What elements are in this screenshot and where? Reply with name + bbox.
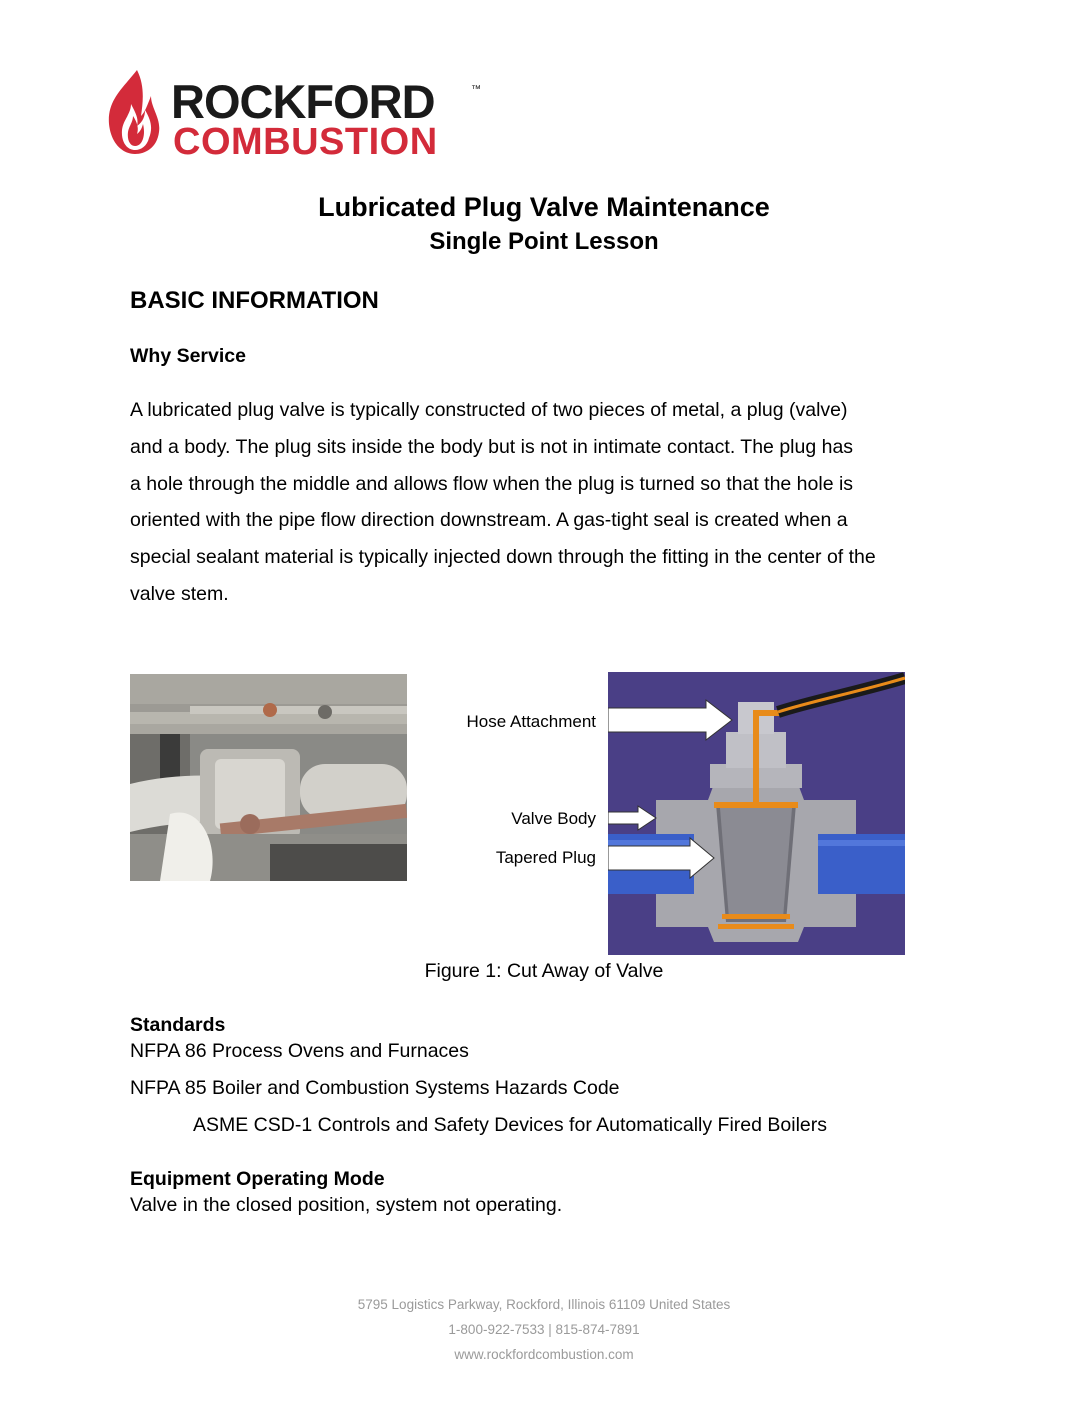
operating-mode-text: Valve in the closed position, system not operating.: [130, 1194, 563, 1216]
paragraph-line: a hole through the middle and allows flow when the plug is turned so that the hole is: [130, 472, 854, 495]
section-heading-basic-info: BASIC INFORMATION: [130, 287, 379, 314]
document-subtitle: Single Point Lesson: [429, 228, 659, 255]
figure-caption: Figure 1: Cut Away of Valve: [424, 960, 664, 982]
company-logo: [105, 66, 495, 162]
paragraph-line: A lubricated plug valve is typically constructed of two pieces of metal, a plug (valve): [130, 399, 848, 421]
paragraph-line: special sealant material is typically injected down through the fitting in the center of the: [130, 546, 876, 569]
paragraph-line: and a body. The plug sits inside the body but is not in intimate contact. The plug has: [130, 435, 854, 458]
standard-item: ASME CSD-1 Controls and Safety Devices for Automatically Fired Boilers: [193, 1114, 827, 1136]
standard-item: NFPA 86 Process Ovens and Furnaces: [130, 1040, 469, 1062]
operating-mode-heading: Equipment Operating Mode: [130, 1168, 385, 1190]
flame-logo-icon: [105, 66, 495, 162]
valve-photo: [130, 674, 407, 881]
footer-address: 5795 Logistics Parkway, Rockford, Illinois 61109 United States: [357, 1297, 731, 1312]
callout-hose-attachment: Hose Attachment: [466, 712, 596, 731]
valve-cutaway-diagram: [608, 672, 905, 955]
trademark-symbol: ™: [471, 84, 481, 95]
subheading-why-service: Why Service: [130, 345, 246, 367]
brand-name-line2: COMBUSTION: [173, 121, 438, 162]
callout-tapered-plug: Tapered Plug: [495, 848, 596, 867]
paragraph-line: valve stem.: [130, 582, 229, 605]
footer-phones: 1-800-922-7533 | 815-874-7891: [448, 1322, 640, 1337]
why-service-paragraph: [130, 392, 960, 613]
footer-website-link[interactable]: www.rockfordcombustion.com: [454, 1347, 634, 1362]
standards-heading: Standards: [130, 1014, 226, 1036]
document-title: Lubricated Plug Valve Maintenance: [318, 192, 770, 222]
standard-item: NFPA 85 Boiler and Combustion Systems Hazards Code: [130, 1077, 620, 1099]
callout-valve-body: Valve Body: [511, 809, 596, 828]
paragraph-line: oriented with the pipe flow direction downstream. A gas-tight seal is created when a: [130, 509, 848, 532]
brand-name-line1: ROCKFORD: [171, 75, 435, 128]
